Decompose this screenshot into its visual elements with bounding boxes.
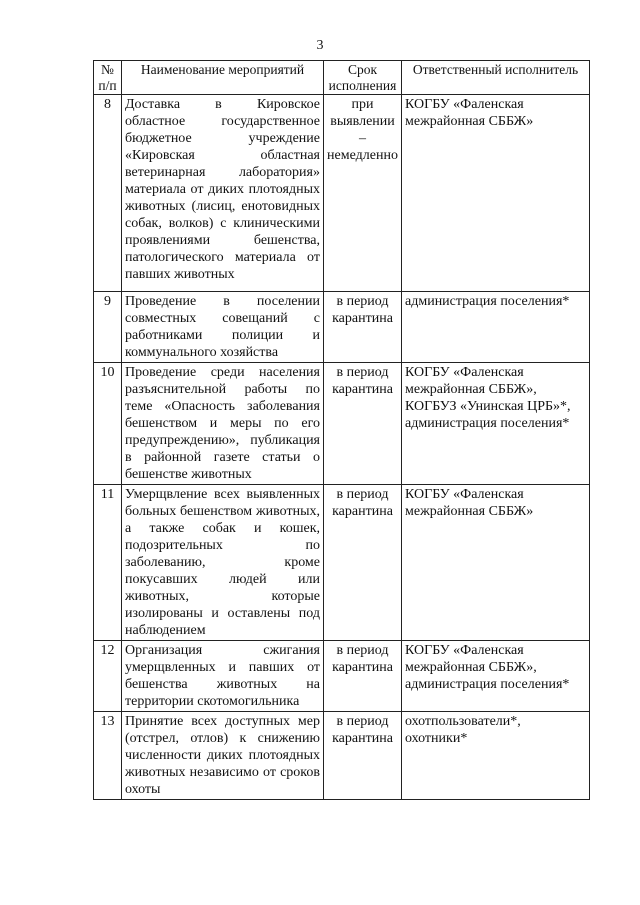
- measures-table: [93, 60, 590, 800]
- row-responsible: администрация поселения*: [402, 292, 590, 363]
- row-num: 9: [94, 292, 122, 363]
- table-row: [94, 641, 590, 712]
- row-name: Проведение в поселении совместных совещаний с работниками полиции и коммунального хозяйства: [122, 292, 324, 363]
- row-term: в период карантина: [324, 712, 402, 800]
- row-responsible: КОГБУ «Фаленская межрайонная СББЖ»: [402, 95, 590, 292]
- row-num: 10: [94, 363, 122, 485]
- row-responsible: КОГБУ «Фаленская межрайонная СББЖ», администрация поселения*: [402, 641, 590, 712]
- table-row: [94, 712, 590, 800]
- row-name: Проведение среди населения разъяснительной работы по теме «Опасность заболевания бешенством и меры по его предупреждению», публикация в районной газете статьи о бешенстве животных: [122, 363, 324, 485]
- header-name: Наименование мероприятий: [122, 61, 324, 95]
- row-term: в период карантина: [324, 485, 402, 641]
- row-name: Умерщвление всех выявленных больных бешенством животных, а также собак и кошек, подозрительных по заболеванию, кроме покусавших людей или животных, которые изолированы и оставлены под наблюдением: [122, 485, 324, 641]
- row-num: 13: [94, 712, 122, 800]
- header-term: Срок исполнения: [324, 61, 402, 95]
- row-name: Принятие всех доступных мер (отстрел, отлов) к снижению численности диких плотоядных животных независимо от сроков охоты: [122, 712, 324, 800]
- row-name: Организация сжигания умерщвленных и павших от бешенства животных на территории скотомогильника: [122, 641, 324, 712]
- row-name: Доставка в Кировское областное государственное бюджетное учреждение «Кировская областная ветеринарная лаборатория» материала от диких плотоядных животных (лисиц, енотовидных собак, волков) с клиническими проявлениями бешенства, патологического материала от павших животных: [122, 95, 324, 292]
- row-num: 11: [94, 485, 122, 641]
- table-header-row: [94, 61, 590, 95]
- row-num: 12: [94, 641, 122, 712]
- row-responsible: КОГБУ «Фаленская межрайонная СББЖ»: [402, 485, 590, 641]
- row-responsible: КОГБУ «Фаленская межрайонная СББЖ», КОГБУЗ «Унинская ЦРБ»*, администрация поселения*: [402, 363, 590, 485]
- table-row: [94, 485, 590, 641]
- row-responsible: охотпользователи*, охотники*: [402, 712, 590, 800]
- header-num: № п/п: [94, 61, 122, 95]
- table-row: [94, 292, 590, 363]
- row-num: 8: [94, 95, 122, 292]
- row-term: в период карантина: [324, 292, 402, 363]
- row-term: в период карантина: [324, 641, 402, 712]
- table-row: [94, 363, 590, 485]
- header-responsible: Ответственный исполнитель: [402, 61, 590, 95]
- row-term: при выявлении – немедленно: [324, 95, 402, 292]
- page-number: 3: [316, 38, 324, 53]
- table-row: [94, 95, 590, 292]
- row-term: в период карантина: [324, 363, 402, 485]
